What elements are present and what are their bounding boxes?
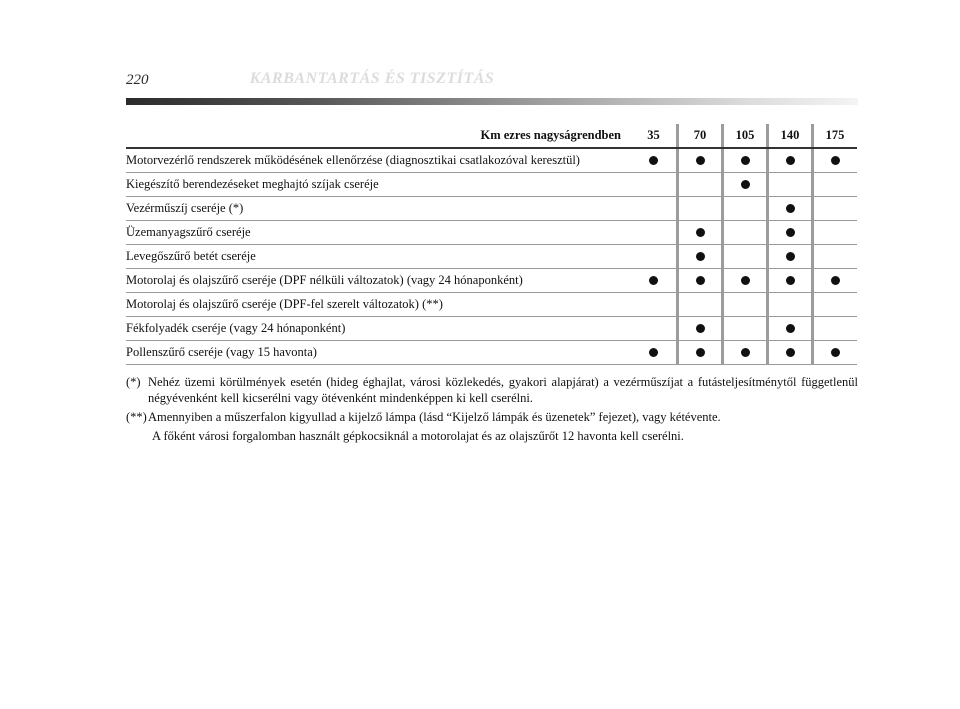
bullet-icon <box>696 228 705 237</box>
bullet-icon <box>786 324 795 333</box>
bullet-icon <box>649 348 658 357</box>
cell-70 <box>676 293 721 316</box>
footnote-mark: (**) <box>126 410 147 424</box>
cell-105 <box>721 173 766 196</box>
cell-35 <box>631 293 676 316</box>
page-number: 220 <box>126 72 149 88</box>
table-header-row <box>126 124 857 149</box>
cell-35 <box>631 197 676 220</box>
bullet-icon <box>696 156 705 165</box>
cell-140 <box>766 221 811 244</box>
footnote-mark: (*) <box>126 375 141 389</box>
cell-175 <box>811 341 856 364</box>
bullet-icon <box>786 228 795 237</box>
column-header-label: Km ezres nagyságrendben <box>480 128 621 142</box>
cell-35 <box>631 317 676 340</box>
cell-70 <box>676 245 721 268</box>
column-header-70: 70 <box>676 124 721 147</box>
table-row <box>126 149 857 173</box>
cell-105 <box>721 269 766 292</box>
cell-175 <box>811 197 856 220</box>
row-label: Motorolaj és olajszűrő cseréje (DPF nélküli változatok) (vagy 24 hónaponként) <box>126 273 523 287</box>
maintenance-table <box>126 124 857 365</box>
row-label: Motorolaj és olajszűrő cseréje (DPF-fel szerelt változatok) (**) <box>126 297 443 311</box>
cell-175 <box>811 293 856 316</box>
bullet-icon <box>786 348 795 357</box>
cell-105 <box>721 293 766 316</box>
cell-35 <box>631 149 676 172</box>
table-body <box>126 149 857 365</box>
footnotes <box>126 374 858 447</box>
column-header-175: 175 <box>811 124 856 147</box>
column-header-105: 105 <box>721 124 766 147</box>
footnote-text: Amennyiben a műszerfalon kigyullad a kijelző lámpa (lásd “Kijelző lámpák és üzenetek” fejezet), vagy kétévente. <box>148 410 721 424</box>
row-label: Pollenszűrő cseréje (vagy 15 havonta) <box>126 345 317 359</box>
bullet-icon <box>786 252 795 261</box>
bullet-icon <box>786 204 795 213</box>
cell-140 <box>766 149 811 172</box>
cell-140 <box>766 197 811 220</box>
header-rule <box>126 98 858 105</box>
cell-35 <box>631 341 676 364</box>
bullet-icon <box>696 276 705 285</box>
table-row <box>126 245 857 269</box>
bullet-icon <box>696 252 705 261</box>
column-header-35: 35 <box>647 128 660 142</box>
cell-70 <box>676 317 721 340</box>
cell-70 <box>676 149 721 172</box>
cell-140 <box>766 341 811 364</box>
cell-140 <box>766 245 811 268</box>
cell-175 <box>811 317 856 340</box>
row-label: Vezérműszíj cseréje (*) <box>126 201 244 215</box>
row-label: Levegőszűrő betét cseréje <box>126 249 256 263</box>
bullet-icon <box>696 324 705 333</box>
bullet-icon <box>741 180 750 189</box>
row-label: Fékfolyadék cseréje (vagy 24 hónaponként) <box>126 321 346 335</box>
cell-175 <box>811 149 856 172</box>
column-header-140: 140 <box>766 124 811 147</box>
cell-70 <box>676 269 721 292</box>
cell-105 <box>721 221 766 244</box>
bullet-icon <box>831 276 840 285</box>
cell-175 <box>811 245 856 268</box>
bullet-icon <box>741 348 750 357</box>
cell-70 <box>676 197 721 220</box>
cell-105 <box>721 197 766 220</box>
cell-105 <box>721 245 766 268</box>
cell-35 <box>631 245 676 268</box>
bullet-icon <box>649 276 658 285</box>
bullet-icon <box>831 156 840 165</box>
cell-105 <box>721 149 766 172</box>
footnote-1 <box>126 374 858 406</box>
row-label: Üzemanyagszűrő cseréje <box>126 225 251 239</box>
general-note <box>126 428 858 444</box>
note-text: A főként városi forgalomban használt gépkocsiknál a motorolajat és az olajszűrőt 12 havonta kell cserélni. <box>152 429 684 443</box>
footnote-text: Nehéz üzemi körülmények esetén (hideg éghajlat, városi közlekedés, gyakori alapjárat) a vezérműszíjat a futásteljesítménytől függetlenül négyévenként kell kicserélni vagy ötévenként mindenképpen ki kell cserélni. <box>148 375 858 405</box>
cell-175 <box>811 221 856 244</box>
table-row <box>126 173 857 197</box>
cell-105 <box>721 317 766 340</box>
bullet-icon <box>649 156 658 165</box>
footnote-2 <box>126 409 858 425</box>
running-title: KARBANTARTÁS ÉS TISZTÍTÁS <box>249 70 495 87</box>
cell-70 <box>676 221 721 244</box>
cell-70 <box>676 173 721 196</box>
cell-175 <box>811 269 856 292</box>
table-row <box>126 269 857 293</box>
cell-105 <box>721 341 766 364</box>
table-row <box>126 293 857 317</box>
row-label: Kiegészítő berendezéseket meghajtó szíjak cseréje <box>126 177 379 191</box>
bullet-icon <box>831 348 840 357</box>
cell-140 <box>766 293 811 316</box>
table-row <box>126 221 857 245</box>
cell-175 <box>811 173 856 196</box>
table-row <box>126 197 857 221</box>
cell-140 <box>766 269 811 292</box>
table-row <box>126 317 857 341</box>
bullet-icon <box>696 348 705 357</box>
cell-140 <box>766 173 811 196</box>
row-label: Motorvezérlő rendszerek működésének ellenőrzése (diagnosztikai csatlakozóval keresztül) <box>126 153 580 167</box>
cell-35 <box>631 173 676 196</box>
bullet-icon <box>786 276 795 285</box>
cell-70 <box>676 341 721 364</box>
bullet-icon <box>741 276 750 285</box>
cell-35 <box>631 269 676 292</box>
cell-140 <box>766 317 811 340</box>
bullet-icon <box>741 156 750 165</box>
cell-35 <box>631 221 676 244</box>
table-row <box>126 341 857 365</box>
bullet-icon <box>786 156 795 165</box>
